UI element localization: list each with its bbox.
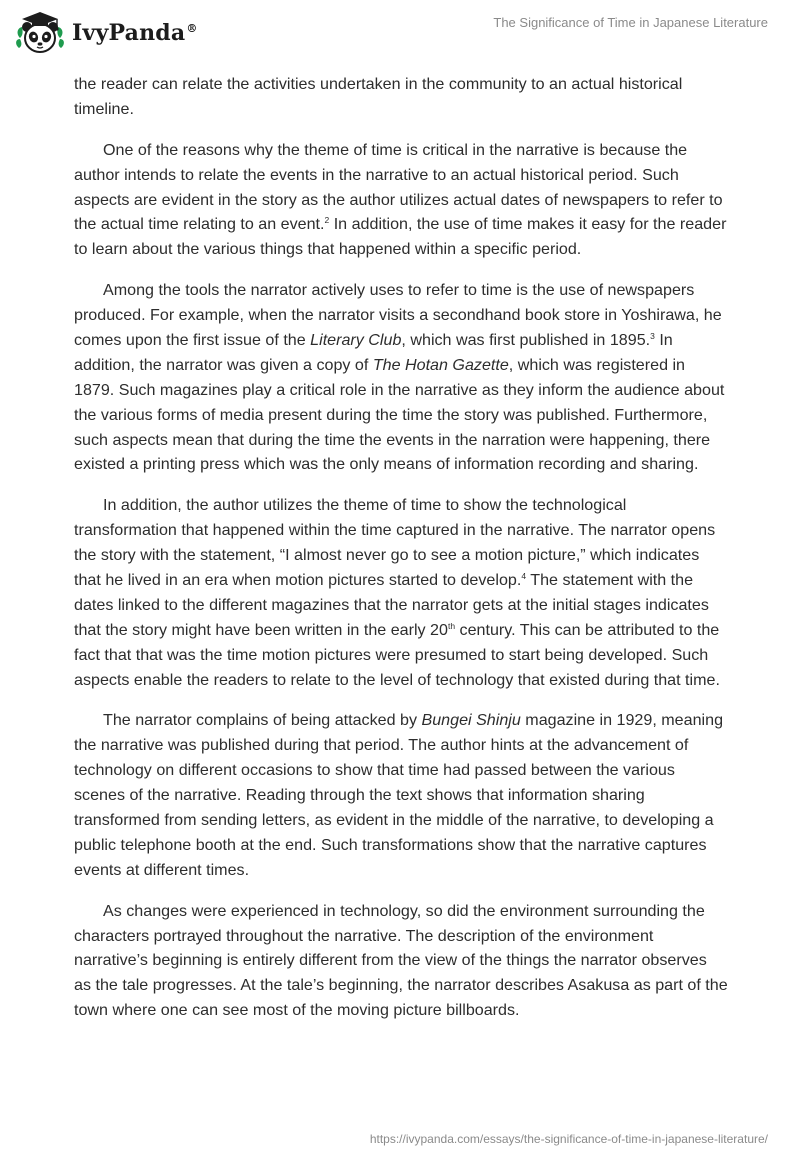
footnote-ref: 2 (324, 215, 330, 226)
work-title: Bungei Shinju (421, 711, 521, 730)
brand-name: IvyPanda® (72, 20, 198, 46)
ordinal-suffix: th (447, 620, 456, 631)
work-title: The Hotan Gazette (372, 355, 509, 374)
paragraph: Among the tools the narrator actively uses to refer to time is the use of newspapers produced. For example, when the narrator visits a secondhand book store in Yoshirawa, he comes upon the first issue of the Literary Club, which was first published in 1895.$^3$ In addition, the narrator was given a copy of The Hotan Gazette, which was registered in 1879. Such magazines play a critical role in the narrative as they inform the audience about the various forms of media present during the time the story was published. Furthermore, such aspects mean that during the time the events in the narration were happening, there existed a printing press which was the only means of information recording and sharing. (74, 281, 725, 474)
page-header (0, 0, 800, 70)
paragraph-continuation: the reader can relate the activities undertaken in the community to an actual historical timeline. (74, 75, 683, 118)
footnote-ref: 3 (650, 330, 655, 341)
work-title: Literary Club (310, 330, 402, 349)
panda-graduate-icon (14, 8, 66, 56)
document-title: The Significance of Time in Japanese Literature (493, 15, 768, 30)
footnote-ref: 4 (521, 570, 527, 581)
essay-body (74, 72, 728, 1039)
paragraph: As changes were experienced in technology, so did the environment surrounding the characters portrayed throughout the narrative. The description of the environment narrative’s beginning is entirely different from the view of the things the narrator observes as the tale progresses. At the tale’s beginning, the narrator describes Asakusa as part of the town where one can see most of the moving picture billboards. (74, 901, 728, 1020)
ivypanda-logo[interactable] (14, 8, 198, 56)
paragraph: In addition, the author utilizes the theme of time to show the technological transformation that happened within the time captured in the narrative. The narrator opens the story with the statement, “I almost never go to see a motion picture,” which indicates that he lived in an era when motion pictures started to develop.$^4$ The statement with the dates linked to the different magazines that the narrator gets at the initial stages indicates that the story might have been written in the early 20th century. This can be attributed to the fact that that was the time motion pictures were presumed to start being developed. Such aspects enable the readers to relate to the level of technology that existed during that time. (74, 496, 720, 689)
paragraph: One of the reasons why the theme of time is critical in the narrative is because the author intends to relate the events in the narrative to an actual historical period. Such aspects are evident in the story as the author utilizes actual dates of newspapers to refer to the actual time relating to an event.$^2$ In addition, the use of time makes it easy for the reader to learn about the various things that happened within a specific period. (74, 140, 727, 259)
paragraph: The narrator complains of being attacked by Bungei Shinju magazine in 1929, meaning the narrative was published during that period. The author hints at the advancement of technology on different occasions to show that time had passed between the various scenes of the narrative. Reading through the text shows that information sharing transformed from sending letters, as evident in the middle of the narrative, to developing a public telephone booth at the end. Such transformations show that the narrative captures events at different times. (74, 711, 724, 879)
source-url-link[interactable]: https://ivypanda.com/essays/the-significance-of-time-in-japanese-literature/ (369, 1132, 768, 1146)
